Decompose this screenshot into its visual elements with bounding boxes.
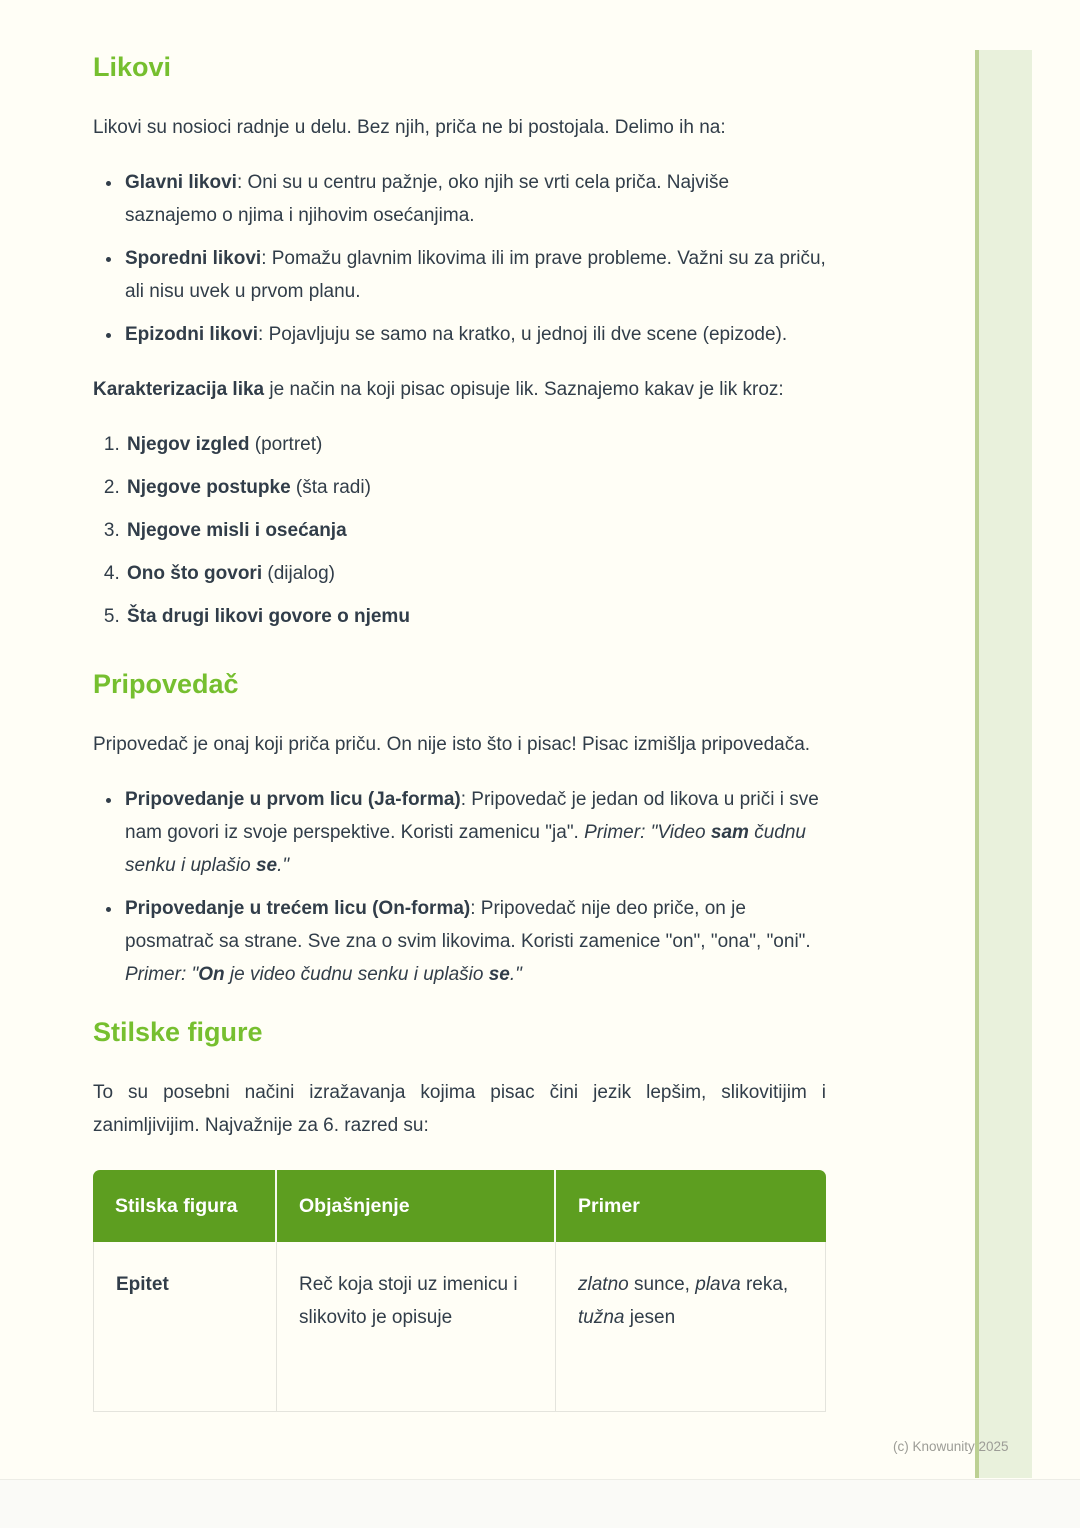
copyright-notice: (c) Knowunity 2025 xyxy=(893,1439,1009,1454)
list-item: • Pripovedanje u prvom licu (Ja-forma): Pripovedač je jedan od likova u priči i sve nam govori iz svoje perspektive. Koristi zamenicu "ja". Primer: "Video sam čudnu senku i uplašio se." xyxy=(123,783,826,882)
table-header-objasnjenje: Objašnjenje xyxy=(277,1170,556,1242)
table-row xyxy=(93,1242,826,1412)
list-item: 2. Njegove postupke (šta radi) xyxy=(125,471,826,504)
pripovedac-bullet-list xyxy=(93,783,826,991)
karakterizacija-numbered-list xyxy=(93,428,826,633)
list-item: • Pripovedanje u trećem licu (On-forma): Pripovedač nije deo priče, on je posmatrač sa strane. Sve zna o svim likovima. Koristi zamenice "on", "ona", "oni". Primer: "On je video čudnu senku i uplašio se." xyxy=(123,892,826,991)
stilske-figure-table xyxy=(93,1170,826,1412)
table-header-row xyxy=(93,1170,826,1242)
list-item: 4. Ono što govori (dijalog) xyxy=(125,557,826,590)
section-title-stilske-figure: Stilske figure xyxy=(93,1017,263,1047)
list-item: 1. Njegov izgled (portret) xyxy=(125,428,826,461)
table-header-stilska-figura: Stilska figura xyxy=(93,1170,277,1242)
list-item: • Epizodni likovi: Pojavljuju se samo na kratko, u jednoj ili dve scene (epizode). xyxy=(123,318,826,351)
list-item: • Sporedni likovi: Pomažu glavnim likovima ili im prave probleme. Važni su za priču, ali nisu uvek u prvom planu. xyxy=(123,242,826,308)
table-header-primer: Primer xyxy=(556,1170,826,1242)
list-item: 3. Njegove misli i osećanja xyxy=(125,514,826,547)
section-title-pripovedac: Pripovedač xyxy=(93,669,239,699)
paragraph-stilske-intro: To su posebni načini izražavanja kojima pisac čini jezik lepšim, slikovitijim i zanimljivijim. Najvažnije za 6. razred su: xyxy=(93,1082,826,1136)
section-title-likovi: Likovi xyxy=(93,52,172,82)
list-item: 5. Šta drugi likovi govore o njemu xyxy=(125,600,826,633)
side-accent-bar xyxy=(975,50,1032,1478)
paragraph-karakterizacija: Karakterizacija lika je način na koji pisac opisuje lik. Saznajemo kakav je lik kroz: xyxy=(93,379,784,400)
table-cell-figura: Epitet xyxy=(93,1242,277,1412)
paragraph-likovi-intro: Likovi su nosioci radnje u delu. Bez njih, priča ne bi postojala. Delimo ih na: xyxy=(93,117,726,138)
table-cell-primer: zlatno sunce, plava reka, tužna jesen xyxy=(556,1242,826,1412)
table-cell-objasnjenje: Reč koja stoji uz imenicu i slikovito je opisuje xyxy=(277,1242,556,1412)
list-item: • Glavni likovi: Oni su u centru pažnje, oko njih se vrti cela priča. Najviše saznajemo o njima i njihovim osećanjima. xyxy=(123,166,826,232)
paragraph-pripovedac-intro: Pripovedač je onaj koji priča priču. On nije isto što i pisac! Pisac izmišlja pripovedača. xyxy=(93,734,811,755)
likovi-bullet-list xyxy=(93,166,826,351)
